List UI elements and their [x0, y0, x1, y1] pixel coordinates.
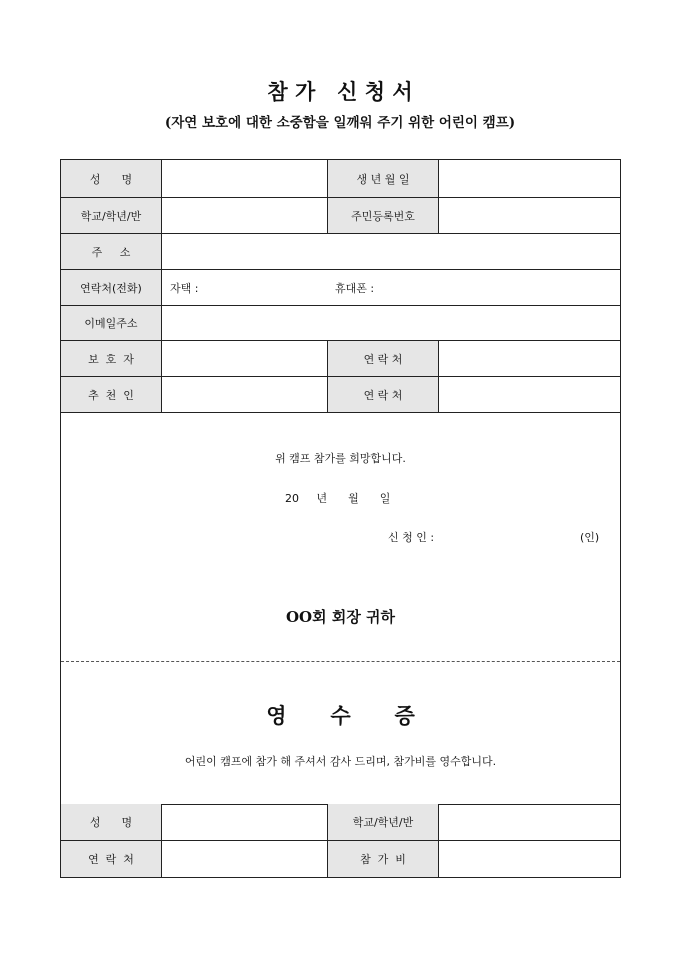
receipt-contact-field[interactable]: [161, 841, 327, 877]
recommender-label: 추 천 인: [61, 377, 161, 412]
application-form: [60, 159, 621, 878]
guardian-contact-field[interactable]: [438, 341, 620, 376]
application-statement-section: [61, 413, 620, 662]
email-field[interactable]: [161, 306, 620, 340]
guardian-field[interactable]: [161, 341, 327, 376]
receipt-statement: 어린이 캠프에 참가 해 주셔서 감사 드리며, 참가비를 영수합니다.: [184, 755, 497, 768]
row-recommender: [61, 377, 620, 413]
school-field[interactable]: [161, 198, 327, 233]
receipt-row-contact: [61, 841, 620, 877]
row-contact: [61, 270, 620, 306]
resident-number-label: 주민등록번호: [327, 198, 438, 233]
address-field[interactable]: [161, 234, 620, 269]
row-email: [61, 306, 620, 341]
recommender-contact-field[interactable]: [438, 377, 620, 412]
recipient-line: OO회 회장 귀하: [285, 608, 396, 626]
seal-mark: (인): [580, 531, 600, 544]
document-subtitle: (자연 보호에 대한 소중함을 일깨워 주기 위한 어린이 캠프): [164, 115, 516, 131]
receipt-name-label: 성 명: [61, 804, 161, 840]
row-school: [61, 198, 620, 234]
mobile-phone-label: 휴대폰 :: [335, 281, 375, 295]
resident-number-field[interactable]: [438, 198, 620, 233]
address-label: 주 소: [61, 234, 161, 269]
home-phone-field[interactable]: [161, 270, 327, 305]
school-label: 학교/학년/반: [61, 198, 161, 233]
recommender-field[interactable]: [161, 377, 327, 412]
receipt-section: [61, 662, 620, 805]
receipt-name-field[interactable]: [161, 804, 327, 840]
receipt-school-field[interactable]: [438, 804, 620, 840]
home-phone-label: 자택 :: [170, 281, 199, 295]
guardian-label: 보 호 자: [61, 341, 161, 376]
participation-fee-field[interactable]: [438, 841, 620, 877]
receipt-school-label: 학교/학년/반: [327, 804, 438, 840]
email-label: 이메일주소: [61, 306, 161, 340]
row-address: [61, 234, 620, 270]
receipt-title: 영 수 증: [266, 703, 415, 728]
birth-date-label: 생 년 월 일: [327, 160, 438, 197]
participation-fee-label: 참 가 비: [327, 841, 438, 877]
row-name: [61, 160, 620, 198]
receipt-contact-label: 연 락 처: [61, 841, 161, 877]
name-label: 성 명: [61, 160, 161, 197]
mobile-phone-field[interactable]: [327, 270, 620, 305]
participation-statement: 위 캠프 참가를 희망합니다.: [275, 452, 406, 465]
receipt-row-name: [61, 804, 620, 841]
contact-label: 연락처(전화): [61, 270, 161, 305]
row-guardian: [61, 341, 620, 377]
recommender-contact-label: 연 락 처: [327, 377, 438, 412]
guardian-contact-label: 연 락 처: [327, 341, 438, 376]
name-field[interactable]: [161, 160, 327, 197]
applicant-label: 신 청 인 :: [388, 531, 435, 544]
document-title: 참 가 신 청 서: [267, 79, 413, 104]
birth-date-field[interactable]: [438, 160, 620, 197]
application-date: 20 년 월 일: [285, 492, 391, 505]
